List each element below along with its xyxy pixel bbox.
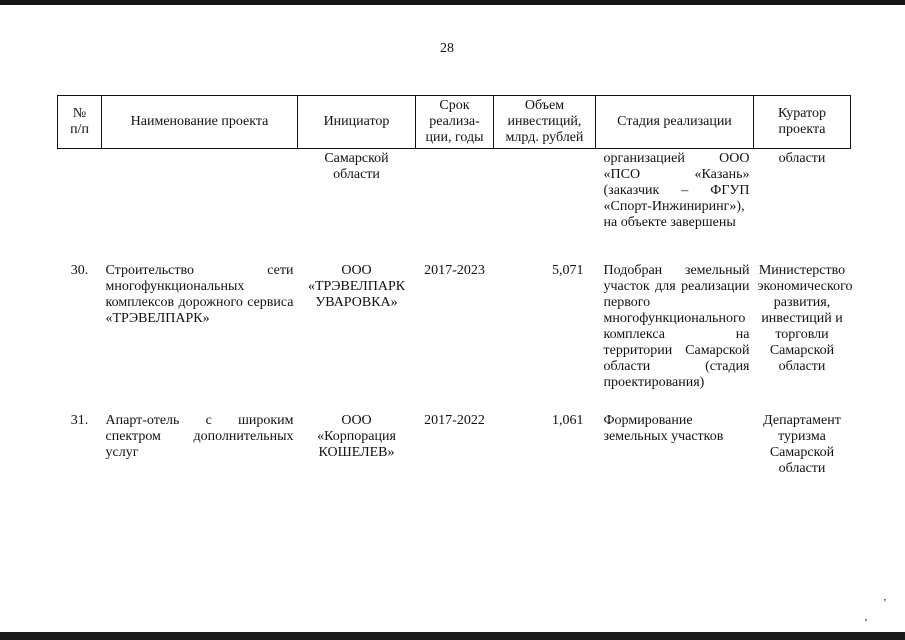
page-number: 28 [440,41,454,56]
cell-project-name [102,261,298,411]
cell-empty [416,149,494,262]
cell-stage-text: организацией ООО «ПСО «Казань» (заказчик – ФГУП «Спорт-Инжиниринг»), на объекте завершены [603,151,750,230]
header-number-text: № п/п [70,106,89,137]
cell-investment [494,261,596,411]
scan-speck: ’ [883,597,887,609]
cell-period-text: 2017-2023 [424,263,485,278]
cell-empty [58,149,102,262]
table-row [58,261,851,411]
cell-curator-text: Министерство экономического развития, инвестиций и торговли Самарской области [757,263,853,374]
cell-stage-text: Подобран земельный участок для реализации первого многофункционального комплекса на территории Самарской области (стадия проектирования) [603,263,750,390]
cell-number [58,261,102,411]
cell-curator-text: области [778,151,826,166]
table-row-continued [58,149,851,262]
cell-stage [596,149,754,262]
cell-initiator-text: ООО «ТРЭВЕЛПАРК УВАРОВКА» [307,263,406,310]
header-project-name [102,96,298,149]
header-number [58,96,102,149]
cell-curator [754,149,851,262]
cell-curator-text: Департамент туризма Самарской области [763,413,841,476]
cell-empty [102,149,298,262]
cell-number [58,411,102,479]
header-investment-text: Объем инвестиций, млрд. рублей [505,98,584,145]
table-header-row [58,96,851,149]
cell-curator [754,411,851,479]
cell-stage [596,261,754,411]
cell-period [416,411,494,479]
cell-number-text: 30. [70,263,89,278]
top-scan-border [0,0,905,5]
header-stage [596,96,754,149]
cell-period [416,261,494,411]
cell-project-name-text: Апарт-отель с широким спектром дополнительных услуг [105,413,294,460]
header-investment [494,96,596,149]
cell-number-text: 31. [70,413,89,428]
cell-curator [754,261,851,411]
projects-table [57,95,851,479]
cell-initiator [298,149,416,262]
header-initiator [298,96,416,149]
header-curator-text: Куратор проекта [777,106,827,137]
scan-speck: ’ [864,617,868,629]
bottom-scan-border [0,632,905,640]
cell-initiator [298,411,416,479]
cell-initiator-text: Самарской области [324,151,389,182]
header-period [416,96,494,149]
header-initiator-text: Инициатор [323,114,390,129]
cell-investment-text: 1,061 [552,413,584,428]
cell-initiator-text: ООО «Корпорация КОШЕЛЕВ» [317,413,396,460]
cell-investment-text: 5,071 [552,263,584,278]
header-project-name-text: Наименование проекта [130,114,269,129]
table-row [58,411,851,479]
cell-stage [596,411,754,479]
cell-project-name-text: Строительство сети многофункциональных комплексов дорожного сервиса «ТРЭВЕЛПАРК» [105,263,294,326]
header-curator [754,96,851,149]
header-stage-text: Стадия реализации [617,114,732,129]
header-period-text: Срок реализа- ции, годы [425,98,484,145]
cell-empty [494,149,596,262]
cell-investment [494,411,596,479]
cell-initiator [298,261,416,411]
cell-project-name [102,411,298,479]
cell-stage-text: Формирование земельных участков [603,413,724,444]
cell-period-text: 2017-2022 [424,413,485,428]
